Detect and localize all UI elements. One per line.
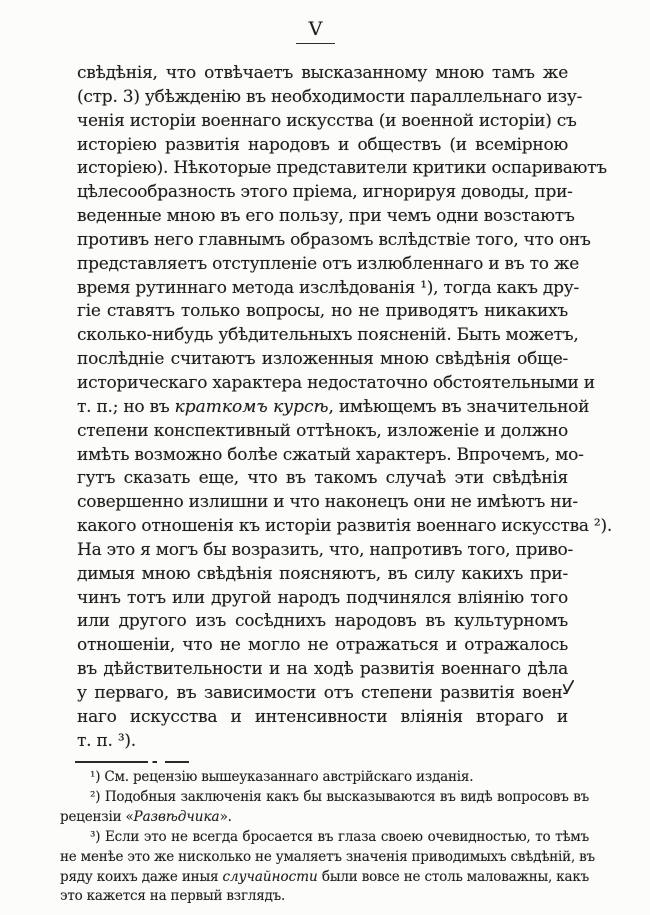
text-segment: , имѣющемъ въ значительной [328, 396, 590, 417]
text-segment: или другого изъ сосѣднихъ народовъ въ культурномъ [77, 611, 568, 632]
text-line [77, 610, 568, 634]
text-segment: противъ него главнымъ образомъ вслѣдствіе того, что онъ [77, 229, 591, 250]
text-line [77, 587, 568, 611]
pen-checkmark-icon [560, 677, 580, 698]
text-line [77, 157, 607, 181]
text-line [77, 491, 578, 515]
text-segment: исторіею развитія народовъ и обществъ (и всемірною [77, 134, 568, 155]
text-line [77, 229, 591, 253]
body-text [77, 62, 613, 753]
text-segment: наго искусства и интенсивности вліянія втораго и [77, 706, 568, 727]
text-segment: это кажется на первый взглядъ. [60, 888, 286, 905]
page-header [70, 18, 561, 44]
text-segment: На это я могъ бы возразить, что, напротивъ того, приво- [77, 539, 574, 560]
text-line [77, 205, 575, 229]
text-line [60, 788, 589, 808]
text-line [60, 887, 589, 907]
text-line [77, 444, 584, 468]
text-line [77, 134, 568, 158]
text-line [77, 467, 568, 491]
text-line [77, 181, 573, 205]
text-segment: т. п. ³). [77, 730, 136, 751]
text-segment: отношеніи, что не могло не отражаться и отражалось [77, 635, 568, 656]
text-segment: у перваго, въ зависимости отъ степени развитія воен- [77, 682, 568, 703]
emphasized-text: Развѣдчика [133, 808, 220, 825]
text-segment: ». [219, 808, 232, 825]
text-segment: какого отношенія къ исторіи развитія военнаго искусства ²). [77, 516, 613, 537]
text-segment: совершенно излишни и что наконецъ они не имѣютъ ни- [77, 492, 578, 513]
text-segment: ряду коихъ даже иныя [60, 868, 223, 885]
text-segment: имѣть возможно болѣе сжатый характеръ. Впрочемъ, мо- [77, 444, 584, 465]
text-segment: гутъ сказать еще, что въ такомъ случаѣ эти свѣдѣнія [77, 468, 568, 489]
footnotes [60, 768, 595, 907]
text-segment: ²) Подобныя заключенія какъ бы высказываются въ видѣ вопросовъ въ [90, 788, 589, 805]
emphasized-text: случайности [222, 868, 318, 885]
text-segment: рецензіи « [60, 808, 134, 825]
text-line [77, 277, 579, 301]
text-line [77, 372, 595, 396]
text-segment: димыя мною свѣдѣнія поясняютъ, въ силу какихъ при- [77, 563, 568, 584]
text-line [60, 808, 589, 828]
text-segment: веденные мною въ его пользу, при чемъ одни возстаютъ [77, 206, 575, 227]
text-segment: ³) Если это не всегда бросается въ глаза своею очевидностью, то тѣмъ [90, 828, 589, 845]
text-segment: свѣдѣнія, что отвѣчаетъ высказанному мною тамъ же [77, 63, 568, 83]
text-segment: т. п.; но въ [77, 396, 175, 417]
text-segment: чинъ тотъ или другой народъ подчинялся вліянію того [77, 587, 568, 608]
text-line [77, 420, 568, 444]
text-segment: исторіею). Нѣкоторые представители критики оспариваютъ [77, 158, 607, 179]
text-line [77, 253, 580, 277]
text-line [77, 658, 568, 682]
text-line [60, 868, 589, 888]
text-line [77, 62, 568, 86]
text-segment: сколько-нибудь убѣдительныхъ поясненій. Быть можетъ, [77, 325, 579, 346]
text-line [60, 848, 595, 868]
text-line [77, 324, 579, 348]
emphasized-text: краткомъ курсѣ [174, 396, 329, 417]
text-segment: въ дѣйствительности и на ходѣ развитія военнаго дѣла [77, 659, 568, 680]
text-line [77, 348, 568, 372]
text-segment: представляетъ отступленіе отъ излюбленнаго и въ то же [77, 253, 580, 274]
text-line [77, 86, 583, 110]
text-segment: были вовсе не столь маловажны, какъ [317, 868, 590, 885]
text-line [60, 768, 589, 788]
text-segment: (стр. 3) убѣжденію въ необходимости параллельнаго изу- [77, 86, 583, 107]
text-line [60, 828, 589, 848]
text-line [77, 300, 568, 324]
text-line [77, 396, 590, 420]
text-segment: послѣдніе считаютъ изложенныя мною свѣдѣнія обще- [77, 349, 568, 370]
text-line [77, 706, 568, 730]
text-line [77, 563, 568, 587]
text-segment: историческаго характера недостаточно обстоятельными и [77, 372, 595, 393]
text-line [77, 682, 568, 706]
text-line [77, 110, 577, 134]
text-line [77, 515, 613, 539]
text-segment: ченія исторіи военнаго искусства (и военной исторіи) съ [77, 110, 577, 131]
text-segment: ¹) См. рецензію вышеуказаннаго австрійскаго изданія. [90, 769, 474, 785]
text-segment: цѣлесообразность этого пріема, игнорируя доводы, при- [77, 182, 573, 203]
text-segment: не менѣе это же нисколько не умаляетъ значенія приводимыхъ свѣдѣній, въ [60, 848, 595, 865]
text-line [77, 634, 568, 658]
text-segment: время рутиннаго метода изслѣдованія ¹), тогда какъ дру- [77, 277, 579, 298]
text-segment: степени конспективный оттѣнокъ, изложеніе и должно [77, 420, 568, 441]
page-number: V [296, 18, 336, 44]
text-line [77, 730, 568, 754]
footnote-separator [75, 761, 189, 763]
text-segment: гіе ставятъ только вопросы, но не приводятъ никакихъ [77, 301, 568, 322]
text-line [77, 539, 574, 563]
